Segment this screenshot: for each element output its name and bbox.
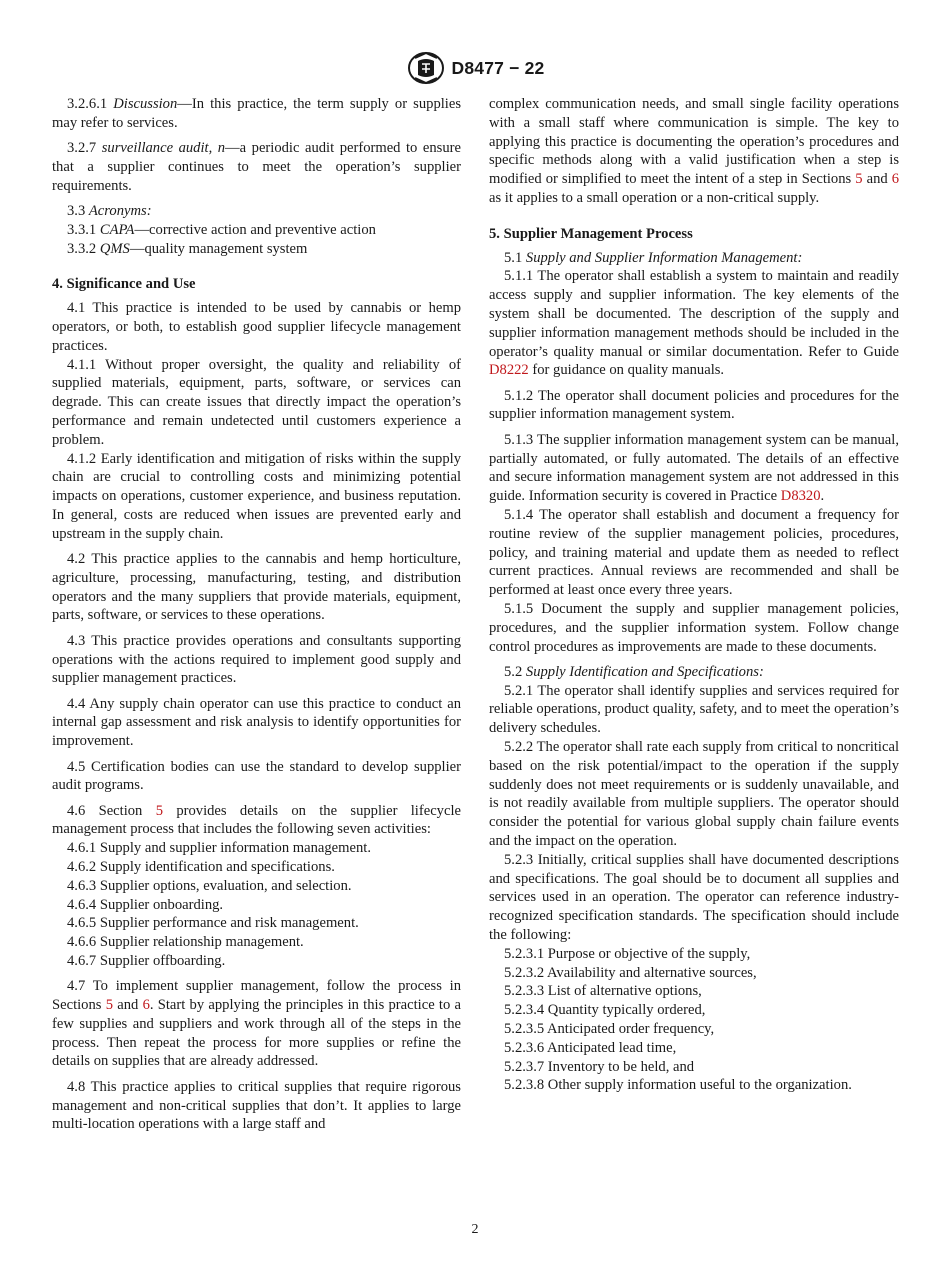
list-item: 5.2.3.7 Inventory to be held, and (504, 1058, 695, 1075)
document-id: D8477 − 22 (451, 57, 545, 78)
para-5-2-2: 5.2.2 The operator shall rate each supply from critical to noncritical based on the risk potential/impact to the operation if the supply suddenly does not meet requirements or is suddenly unavailable, and is not readily available from multiple suppliers. The operator should consider the potential for various global supply chain failure events and the impact on the operation. (489, 739, 899, 849)
list-item: 5.2.3.8 Other supply information useful to the organization. (504, 1077, 852, 1094)
para-5-1-1: 5.1.1 The operator shall establish a system to maintain and readily access supply and supplier information. The key elements of the system shall be documented. The description of the supply and supplier information management methods should be included in the operator’s quality manual or similar documentation. Refer to Guide D8222 for guidance on quality manuals. (489, 268, 899, 379)
para-4-2: 4.2 This practice applies to the cannabis and hemp horticulture, agriculture, processing, manufacturing, testing, and distribution operators and the many suppliers that provide materials, equipment, parts, software, or services to these operations. (52, 551, 461, 624)
section-heading-5: 5. Supplier Management Process (489, 225, 693, 242)
section-6-link[interactable]: 6 (891, 171, 899, 188)
para-3-3: 3.3 Acronyms: (67, 202, 152, 219)
para-4-7: 4.7 To implement supplier management, follow the process in Sections 5 and 6. Start by applying the principles in this practice to a few supplies and suppliers and work through all of the steps in the process. Then repeat the process for more supplies or refine the details on supplies that are already addressed. (52, 978, 461, 1070)
page-number: 2 (471, 1222, 479, 1237)
section-6-link[interactable]: 6 (142, 997, 150, 1014)
para-3-3-2: 3.3.2 QMS—quality management system (67, 240, 308, 257)
list-item: 5.2.3.3 List of alternative options, (504, 983, 702, 1000)
para-5-1-3: 5.1.3 The supplier information management system can be manual, partially automated, or fully automated. The details of an effective and secure information management system are not addressed in this guide. Information security is covered in Practice D8320. (489, 431, 899, 505)
para-5-1-4: 5.1.4 The operator shall establish and document a frequency for routine review of the supplier management policies, procedures, policy, and training material and update them as needed to reflect current practices. Annual reviews are recommended and shall be performed at least once every three years. (489, 506, 899, 599)
page-header (0, 51, 950, 85)
list-item: 4.6.4 Supplier onboarding. (67, 896, 224, 913)
para-4-1-1: 4.1.1 Without proper oversight, the quality and reliability of supplied materials, equipment, parts, software, or services can degrade. This can create issues that directly impact the operation’s performance and remain undetected until customers experience a problem. (52, 356, 461, 448)
d8222-link[interactable]: D8222 (489, 362, 529, 379)
astm-logo-icon (406, 51, 446, 85)
right-column (489, 95, 899, 1095)
para-5-2-3: 5.2.3 Initially, critical supplies shall have documented descriptions and specifications. The goal should be to document all supplies and services used in an operation. The operator can reference industry-recognized specification standards. The specification should include the following: (489, 851, 899, 943)
para-3-3-1: 3.3.1 CAPA—corrective action and preventive action (67, 221, 376, 238)
para-4-3: 4.3 This practice provides operations and consultants supporting operations with the actions required to implement good supply and supplier management practices. (52, 632, 461, 687)
list-item: 4.6.1 Supply and supplier information management. (67, 840, 371, 857)
para-3-2-6-1: 3.2.6.1 Discussion—In this practice, the term supply or supplies may refer to services. (52, 96, 462, 131)
para-4-5: 4.5 Certification bodies can use the standard to develop supplier audit programs. (52, 758, 461, 794)
para-5-1-2: 5.1.2 The operator shall document policies and procedures for the supplier information management system. (489, 387, 899, 423)
list-item: 4.6.7 Supplier offboarding. (67, 952, 226, 969)
d8320-link[interactable]: D8320 (780, 488, 821, 505)
list-item: 4.6.2 Supply identification and specifications. (67, 858, 335, 875)
para-5-1-5: 5.1.5 Document the supply and supplier management policies, procedures, and the supplier information system. Follow change control procedures as improvements are made to these documents. (489, 600, 899, 655)
list-item: 5.2.3.5 Anticipated order frequency, (504, 1020, 715, 1037)
para-4-8-continued: complex communication needs, and small single facility operations with a small staff where communication is simple. The key to applying this practice is documenting the operation’s procedures and specific methods along with a valid justification when a step is modified or simplified to meet the intent of a step in Sections 5 and 6 as it applies to a small operation or a non-critical supply. (489, 96, 899, 206)
list-item: 4.6.5 Supplier performance and risk management. (67, 915, 359, 932)
para-3-2-7: 3.2.7 surveillance audit, n—a periodic audit performed to ensure that a supplier continues to meet the operation’s supplier requirements. (52, 140, 461, 194)
section-5-link[interactable]: 5 (155, 802, 163, 819)
section-heading-4: 4. Significance and Use (52, 276, 196, 293)
section-5-link[interactable]: 5 (855, 171, 863, 188)
para-4-8: 4.8 This practice applies to critical supplies that require rigorous management and non-critical supplies that don’t. It applies to large multi-location operations with a large staff and (52, 1078, 461, 1133)
para-4-4: 4.4 Any supply chain operator can use this practice to conduct an internal gap assessment and risk analysis to identify opportunities for improvement. (52, 695, 461, 750)
list-item: 5.2.3.2 Availability and alternative sources, (504, 964, 757, 981)
list-item: 5.2.3.6 Anticipated lead time, (504, 1039, 677, 1056)
list-item: 5.2.3.1 Purpose or objective of the supply, (504, 945, 751, 962)
para-4-1: 4.1 This practice is intended to be used by cannabis or hemp operators, or both, to establish good supplier lifecycle management practices. (52, 300, 461, 354)
para-5-2: 5.2 Supply Identification and Specifications: (504, 663, 764, 680)
section-5-link[interactable]: 5 (105, 997, 113, 1014)
left-column (52, 95, 461, 1134)
list-item: 5.2.3.4 Quantity typically ordered, (504, 1002, 706, 1019)
para-4-1-2: 4.1.2 Early identification and mitigation of risks within the supply chain are crucial to controlling costs and minimizing potential impacts on operations, customer experience, and business reputation. In general, costs are reduced when issues are prevented early and upstream in the supply chain. (52, 450, 461, 542)
para-5-1: 5.1 Supply and Supplier Information Management: (504, 249, 803, 266)
para-5-2-1: 5.2.1 The operator shall identify supplies and services required for reliable operations, product quality, safety, and to meet the operation’s delivery schedules. (489, 682, 899, 737)
para-4-6: 4.6 Section 5 provides details on the supplier lifecycle management process that includes the following seven activities: (52, 802, 461, 838)
list-item: 4.6.6 Supplier relationship management. (67, 934, 304, 951)
list-item: 4.6.3 Supplier options, evaluation, and selection. (67, 877, 352, 894)
